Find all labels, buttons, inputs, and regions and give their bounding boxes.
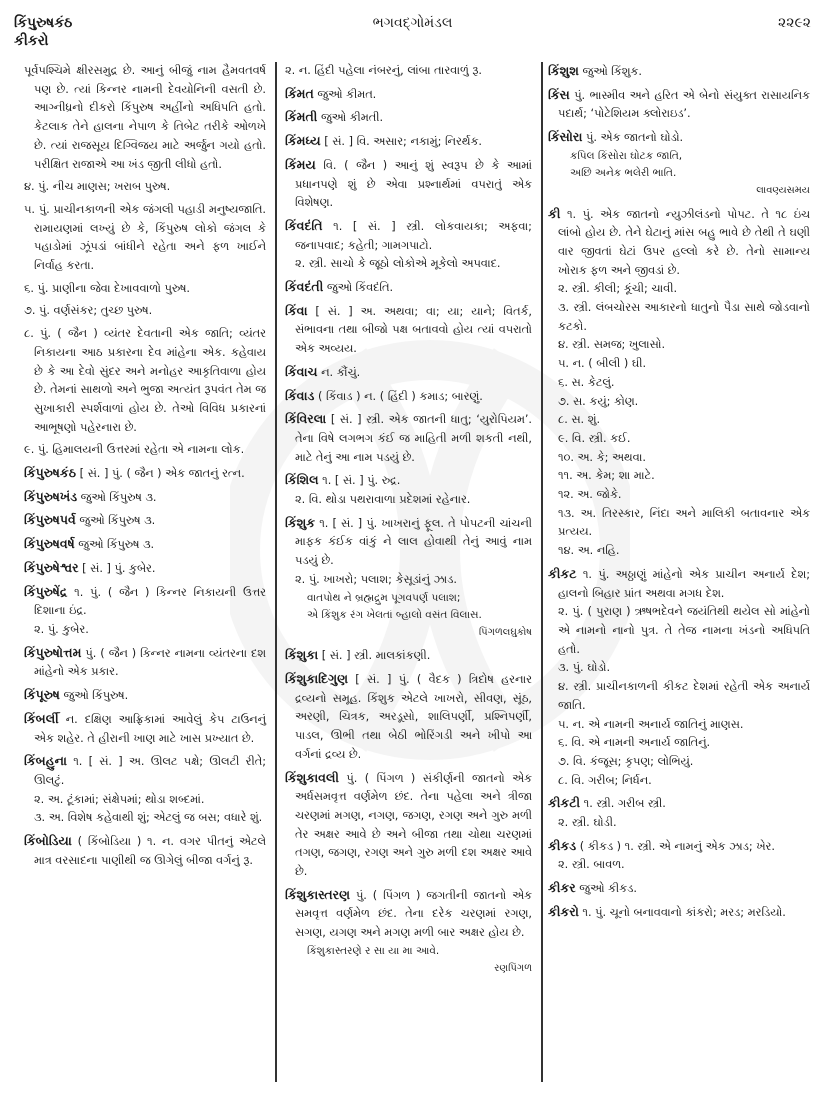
definition-text: [ સં. ] પું. કુબેર. bbox=[82, 561, 156, 575]
sense-line: ૨. પું. ( પુરાણ ) ઋષભદેવને જયંતિથી થયેલ સો માંહેનો એ નામનો નાનો પુત્ર. તે તેજ નામના ખંડનો અધિપતિ હતો. bbox=[558, 605, 810, 656]
definition-text: ન. દક્ષિણ આફ્રિકામાં આવેલું કેપ ટાઉનનું એક શહેર. તે હીરાની ખાણ માટે ખાસ પ્રખ્યાત છે. bbox=[34, 712, 266, 745]
headword: કિંવાચ bbox=[285, 363, 318, 379]
sense-line: ૨. પું. ખાખરો; પલાશ; કેસૂડાંનું ઝાડ. bbox=[295, 572, 457, 586]
definition-text: ૧. [ સં. ] પું. ખાખરાનું ફૂલ. તે પોપટની ચાંચની માફક કંઈક વાંકું ને લાલ હોવાથી તેનું આવું નામ પડયું છે. bbox=[295, 516, 532, 568]
dictionary-entry bbox=[285, 278, 532, 298]
definition-text: ૧. સ્ત્રી. ગરીબ સ્ત્રી. bbox=[583, 797, 666, 811]
headword: કિંશુકા bbox=[285, 647, 319, 663]
definition-text: ૧. પું. ચૂનો બનાવવાનો કાંકરો; મરડ; મરડિયો. bbox=[582, 905, 786, 919]
dictionary-entry bbox=[24, 325, 266, 437]
quotation-source: લાવણ્યસમય bbox=[756, 184, 810, 196]
definition-text: [ સં. ] પું. ( વૈદક ) ત્રિદોષ હરનાર દ્રવ્યનો સમૂહ. કિંશુક એટલે ખાખરો, સીવણ, સૂંઠ, અરણી, ચિત્રક, અરડૂસો, શાલિપર્ણી, પ્રશ્નિપર્ણી, પાડલ, ઊભી તથા બેઠી ભોરિંગડી અને ખીપો આ વર્ગનાં દ્રવ્ય છે. bbox=[295, 672, 532, 761]
headword: કીકડ bbox=[548, 837, 577, 853]
page-number: ૨૨૯૨ bbox=[778, 15, 811, 31]
definition-text: [ સં. ] સ્ત્રી. માલકાંકણી. bbox=[321, 649, 431, 663]
column-divider bbox=[275, 62, 277, 1082]
sense-line: ૧૨. અ. જોકે. bbox=[558, 488, 622, 502]
definition-text: ૧. પું. ( જૈન ) કિન્નર નિકાયની ઉત્તર દિશાના ઇંદ્ર. bbox=[34, 585, 266, 618]
dictionary-entry bbox=[285, 387, 532, 407]
definition-text: [ સં. ] સ્ત્રી. એક જાતની ધાતુ; ‘યુરોપિયમ’. તેના વિષે લગભગ કંઈ જ માહિતી મળી શકતી નથી, માટે તેનું આ નામ પડયું છે. bbox=[295, 413, 532, 464]
definition-text: જુઓ કિંપુરુષ ૩. bbox=[79, 514, 156, 528]
headword: કિંપુરુષખંડ bbox=[24, 488, 78, 504]
column-3 bbox=[548, 62, 810, 927]
definition-text: ૫. પું. પ્રાચીનકાળની એક જંગલી પહાડી મનુષ્યજાતિ. રામાયણમાં લખ્યું છે કે, કિંપુરુષ લોકો જંગલ કે પહાડોમાં ઝૂંપડાં બાંધીને રહેતા અને ફળ ખાઈને નિર્વાહ કરતા. bbox=[24, 202, 266, 273]
dictionary-entry bbox=[285, 156, 532, 213]
sense-line: ૭. સ. કયું; કોણ. bbox=[558, 394, 639, 408]
sense-line: ૩. પું. ઘોડો. bbox=[558, 661, 611, 675]
dictionary-entry bbox=[548, 205, 810, 561]
dictionary-entry bbox=[285, 108, 532, 128]
headword: કિંસોરા bbox=[548, 129, 583, 145]
definition-text: ( કિંબોડિયા ) ૧. ન. વગર પીતનું એટલે માત્ર વરસાદના પાણીથી જ ઊગેલું બીજા વર્ગનું રૂ. bbox=[34, 835, 267, 867]
dictionary-entry bbox=[548, 879, 810, 899]
definition-text: ૧. [ સં. ] અ. ઊલટ પક્ષે; ઊલટી રીતે; ઊલટું. bbox=[34, 755, 267, 787]
headword: કિંપુરુષકંઠ bbox=[24, 465, 77, 481]
dictionary-entry bbox=[285, 886, 532, 979]
dictionary-entry bbox=[24, 441, 266, 460]
column-1 bbox=[24, 62, 266, 874]
definition-text: ૪. પું. નીચ માણસ; ખરાબ પુરુષ. bbox=[24, 180, 171, 194]
quotation-source: પિંગળલઘુકોષ bbox=[478, 626, 532, 638]
dictionary-entry bbox=[24, 644, 266, 682]
sense-line: ૭. વિ. કંજૂસ; કૃપણ; લોભિયું. bbox=[558, 754, 694, 768]
dictionary-entry bbox=[285, 769, 532, 882]
sense-line: ૮. વિ. ગરીબ; નિર્ધન. bbox=[558, 773, 652, 787]
definition-text: વિ. ( જૈન ) આનું શું સ્વરૂપ છે કે આમાં પ્રધાનપણે શું છે એવા પ્રશ્નાર્થમાં વપરાતું એક વિશેષણ. bbox=[295, 158, 532, 210]
quotation-source: રણપિંગળ bbox=[494, 962, 532, 974]
quotation-line: કપિલ કિંસોરા ઘોટક જાતિ, bbox=[570, 149, 683, 162]
headword: કિંવા bbox=[285, 302, 308, 318]
headword: કિંપુરુષપર્વ bbox=[24, 512, 76, 528]
dictionary-entry bbox=[285, 471, 532, 509]
definition-text: [ સં. ] પું. ( જૈન ) એક જાતનું રત્ન. bbox=[79, 467, 245, 481]
sense-line: ૯. વિ. સ્ત્રી. કઈ. bbox=[558, 431, 631, 445]
dictionary-entry bbox=[24, 752, 266, 828]
dictionary-entry bbox=[24, 62, 266, 174]
headword: કિંસ bbox=[548, 86, 570, 102]
dictionary-entry bbox=[285, 670, 532, 765]
dictionary-entry bbox=[285, 514, 532, 643]
dictionary-entry bbox=[285, 85, 532, 105]
guide-word-top: કિંપુરુષકંઠ bbox=[14, 15, 73, 31]
definition-text: ૧. [ સં. ] પું. રુદ્ર. bbox=[322, 474, 401, 488]
headword: કિંવાડ bbox=[285, 387, 315, 403]
sense-line: ૬. વિ. એ નામની અનાર્ય જાતિનું. bbox=[558, 736, 711, 750]
dictionary-entry bbox=[24, 686, 266, 706]
dictionary-entry bbox=[548, 62, 810, 82]
definition-text: ૧. પું. અઠ્ઠાણું માંહેનો એક પ્રાચીન અનાર્ય દેશ; હાલનો બિહાર પ્રાંત અથવા મગધ દેશ. bbox=[558, 567, 811, 600]
headword: કીકટ bbox=[548, 565, 577, 581]
definition-text: [ સં. ] વિ. અસાર; નકામું; નિરર્થક. bbox=[324, 135, 483, 149]
definition-text: પું. ( પિંગળ ) સંકીર્ણની જાતનો એક અર્ધસમવૃત્ત વર્ણમેળ છંદ. તેના પહેલા અને ત્રીજા ચરણમાં મગણ, નગણ, જગણ, રગણ અને ગુરુ મળી તેર અક્ષર આવે છે અને બીજા તથા ચોથા ચરણમાં તગણ, જગણ, રગણ અને ગુરુ મળી દશ અક્ષર આવે છે. bbox=[295, 771, 533, 879]
definition-text: પૂર્વપશ્ચિમે ક્ષીરસમુદ્ર છે. આનું બીજું નામ હૈમવતવર્ષ પણ છે. ત્યાં કિન્નર નામની દેવયોનિની વસતી છે. આગ્નીધ્રનો દીકરો કિંપુરુષ અહીંનો અધિપતિ હતો. કેટલાક તેને હાલના નેપાળ કે તિબેટ તરીકે ઓળખે છે. ત્યાં રાજસૂય દિગ્વિજય માટે અર્જુન ગયો હતો. પરીક્ષિત રાજાએ આ ખંડ જીતી લીધો હતો. bbox=[24, 64, 266, 171]
definition-text: જુઓ કીમતી. bbox=[320, 111, 384, 125]
definition-text: પું. ( જૈન ) કિન્નર નામના વ્યંતરના દશ માંહેનો એક પ્રકાર. bbox=[34, 646, 266, 679]
headword: કિંમધ્ય bbox=[285, 133, 321, 149]
headword: કિંબહુના bbox=[24, 753, 67, 769]
definition-text: ૧. [ સં. ] સ્ત્રી. લોકવાયકા; અફવા; જનાપવાદ; કહેતી; ગામગપાટો. bbox=[295, 219, 532, 252]
definition-text: ૬. પું. પ્રાણીના જેવા દેખાવવાળો પુરુષ. bbox=[24, 281, 191, 295]
sense-line: ૨. સ્ત્રી. કીલી; કૂંચી; ચાવી. bbox=[558, 282, 678, 296]
headword: કિંશુકાસ્તરણ bbox=[285, 886, 351, 902]
definition-text: જુઓ કિંપુરુષ ૩. bbox=[78, 538, 155, 552]
headword: કિંપુરુષેંદ્ર bbox=[24, 583, 68, 599]
sense-line: ૩. અ. વિશેષ કહેવાથી શું; એટલું જ બસ; વધારે શું. bbox=[34, 811, 263, 825]
sense-line: ૧૪. અ. નહિ. bbox=[558, 544, 620, 558]
definition-text: જુઓ કિંપુરુષ. bbox=[63, 689, 129, 703]
page-header bbox=[0, 14, 825, 49]
definition-text: ૭. પું. વર્ણસંકર; તુચ્છ પુરુષ. bbox=[24, 304, 153, 318]
dictionary-entry bbox=[24, 832, 266, 870]
sense-line: ૫. ન. એ નામની અનાર્ય જાતિનું માણસ. bbox=[558, 717, 744, 731]
dictionary-entry bbox=[285, 646, 532, 666]
quotation-line: અછિ અનેક ભલેરી ભાતિ. bbox=[570, 166, 677, 179]
dictionary-entry bbox=[285, 132, 532, 152]
sense-line: ૧૧. અ. કેમ; શા માટે. bbox=[558, 469, 655, 483]
column-divider bbox=[541, 62, 543, 1082]
definition-text: ૨. ન. હિંદી પહેલા નંબરનું, લાંબા તારવાળું રૂ. bbox=[285, 64, 482, 77]
dictionary-entry bbox=[548, 565, 810, 790]
headword: કિંશિલ bbox=[285, 472, 319, 488]
sense-line: ૫. ન. ( બીલી ) ઘી. bbox=[558, 357, 647, 371]
headword: કીકટી bbox=[548, 795, 581, 811]
headword: કિંબોડિયા bbox=[24, 833, 72, 849]
dictionary-entry bbox=[285, 302, 532, 359]
headword: કિંવિરલા bbox=[285, 411, 327, 427]
definition-text: જુઓ કિંપુરુષ ૩. bbox=[80, 490, 157, 504]
guide-word-bottom: કીકરો bbox=[14, 33, 49, 49]
definition-text: પું. ભાસ્મીવ અને હરિત એ બેનો સંયુક્ત રાસાયનિક પદાર્થ; ‘પોટેશિયમ ક્લોરાઇડ’. bbox=[558, 88, 810, 121]
headword: કી bbox=[548, 205, 561, 221]
headword: કિંમય bbox=[285, 156, 316, 172]
quotation-line: એ કિંશુક રંગ ખેલતાં બ્હાલો વસંત વિલાસ. bbox=[307, 608, 482, 621]
dictionary-entry bbox=[24, 535, 266, 555]
sense-line: ૪. સ્ત્રી. સમજ; ખુલાસો. bbox=[558, 338, 666, 352]
definition-text: જુઓ કીમત. bbox=[317, 87, 377, 101]
dictionary-entry bbox=[24, 710, 266, 748]
dictionary-entry bbox=[24, 488, 266, 508]
headword: કીકરો bbox=[548, 903, 579, 919]
definition-text: પું. ( પિંગળ ) જગતીની જાતનો એક સમવૃત્ત વર્ણમેળ છંદ. તેના દરેક ચરણમાં રગણ, સગણ, યગણ અને મગણ મળી બાર અક્ષર હોય છે. bbox=[295, 888, 532, 940]
dictionary-entry bbox=[548, 794, 810, 832]
dictionary-entry bbox=[548, 86, 810, 124]
dictionary-entry bbox=[24, 559, 266, 579]
sense-line: ૨. સ્ત્રી. બાવળ. bbox=[558, 858, 625, 872]
definition-text: ૮. પું. ( જૈન ) વ્યંતર દેવતાની એક જાતિ; વ્યંતર નિકાયના આઠ પ્રકારના દેવ માંહેના એક. કહેવાય છે કે આ દેવો સુંદર અને મનોહર આકૃતિવાળા હોય છે. તેમનાં સાથળો અને ભુજા અત્યંત રૂપવંત તેમ જ સુખાકારી સ્પર્શવાળાં હોય છે. તેઓ વિવિધ પ્રકારનાં આભૂષણો પહેરનારા છે. bbox=[24, 327, 266, 434]
definition-text: [ સં. ] અ. અથવા; વા; યા; યાને; વિતર્ક, સંભાવના તથા બીજો પક્ષ બતાવવો હોય ત્યાં વપરાતો એક અવ્યય. bbox=[295, 304, 533, 356]
dictionary-entry bbox=[548, 128, 810, 200]
sense-line: ૨. સ્ત્રી. ઘોડી. bbox=[558, 816, 617, 830]
column-2 bbox=[285, 62, 532, 983]
headword: કિંવદંતી bbox=[285, 279, 324, 295]
headword: કિંબર્લી bbox=[24, 710, 59, 726]
dictionary-entry bbox=[24, 201, 266, 276]
headword: કિંવદંતિ bbox=[285, 217, 323, 233]
quotation-line: વાતપોથ ને બ્રહ્મદ્રુમ પૂગવપર્ણ પલાશ; bbox=[307, 591, 461, 604]
dictionary-entry bbox=[285, 410, 532, 467]
definition-text: જુઓ કીકડ. bbox=[579, 882, 637, 896]
definition-text: ૧. પું. એક જાતનો ન્યુઝીલંડનો પોપટ. તે ૧૮ ઇંચ લાંબો હોય છે. તેને ઘેટાનું માંસ બહુ ભાવે છે તેથી તે ઘણી વાર જીવતાં ઘેટાં ઉપર હલ્લો કરે છે. તેનો સામાન્ય ખોરાક ફળ અને જીવડાં છે. bbox=[558, 207, 810, 277]
dictionary-entry bbox=[24, 178, 266, 197]
definition-text: ( કીકડ ) ૧. સ્ત્રી. એ નામનું એક ઝાડ; ખેર. bbox=[579, 839, 775, 853]
dictionary-entry bbox=[24, 464, 266, 484]
sense-line: ૮. સ. શું. bbox=[558, 413, 601, 427]
sense-line: ૧૦. અ. કે; અથવા. bbox=[558, 450, 646, 464]
definition-text: ન. કૌંચું. bbox=[321, 365, 361, 379]
dictionary-entry bbox=[548, 837, 810, 875]
definition-text: જુઓ કિંશુક. bbox=[582, 65, 642, 78]
sense-line: ૪. સ્ત્રી. પ્રાચીનકાળની કીકટ દેશમાં રહેતી એક અનાર્ય જાતિ. bbox=[558, 680, 810, 712]
sense-line: ૩. સ્ત્રી. લંબચોરસ આકારનો ધાતુનો પૈડા સાથે જોડવાનો કટકો. bbox=[558, 301, 810, 333]
dictionary-entry bbox=[24, 511, 266, 531]
headword: કિંશુશ bbox=[548, 63, 579, 78]
headword: કિંશુક bbox=[285, 514, 316, 530]
sense-line: ૨. અ. ટૂંકામાં; સંક્ષેપમાં; થોડા શબ્દમાં. bbox=[34, 792, 205, 806]
sense-line: ૨. પું. કુબેર. bbox=[34, 622, 89, 636]
definition-text: પું. એક જાતનો ઘોડો. bbox=[586, 131, 684, 145]
definition-text: ૯. પું. હિમાલયની ઉત્તરમાં રહેતા એ નામના લોક. bbox=[24, 443, 245, 457]
headword: કિંશુકાવલી bbox=[285, 769, 339, 785]
dictionary-entry bbox=[285, 62, 532, 81]
dictionary-entry bbox=[285, 363, 532, 383]
sense-line: ૬. સ. કેટલું. bbox=[558, 375, 615, 389]
sense-line: ૨. સ્ત્રી. સાચો કે જૂઠો લોકોએ મૂકેલો અપવાદ. bbox=[295, 257, 501, 271]
quotation-line: કિંશુકાસ્તરણે ર સા યા મા આવે. bbox=[307, 944, 440, 957]
definition-text: જુઓ કિંવદંતિ. bbox=[326, 281, 394, 295]
headword: કિંમત bbox=[285, 85, 314, 101]
headword: કિંપુરુષોત્તમ bbox=[24, 644, 82, 660]
sense-line: ૧૩. અ. તિરસ્કાર, નિંદા અને માલિકી બતાવનાર એક પ્રત્યય. bbox=[558, 506, 810, 539]
headword: કિંપુરુષવર્ષ bbox=[24, 536, 75, 552]
running-title: ભગવદ્ગોમંડલ bbox=[372, 15, 453, 31]
headword: કિંમતી bbox=[285, 109, 318, 125]
dictionary-entry bbox=[24, 302, 266, 321]
sense-line: ૨. વિ. થોડા પથરાવાળા પ્રદેશમાં રહેનાર. bbox=[295, 493, 471, 507]
definition-text: ( કિંવાડ ) ન. ( હિંદી ) કમાડ; બારણું. bbox=[317, 389, 483, 403]
headword: કીકર bbox=[548, 880, 576, 896]
headword: કિંપુરુષેશ્વર bbox=[24, 559, 79, 575]
dictionary-entry bbox=[548, 903, 810, 923]
dictionary-entry bbox=[24, 280, 266, 299]
headword: કિંશુકાદિગુણ bbox=[285, 670, 349, 686]
headword: કિંપૂરુષ bbox=[24, 687, 60, 703]
dictionary-entry bbox=[24, 583, 266, 640]
dictionary-entry bbox=[285, 217, 532, 274]
